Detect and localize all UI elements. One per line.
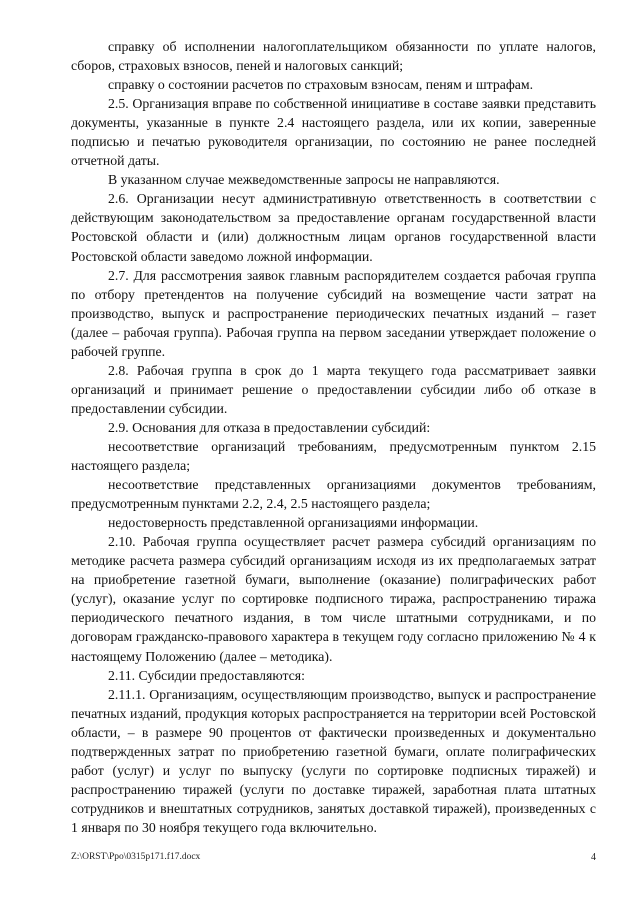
paragraph: В указанном случае межведомственные запросы не направляются. (108, 172, 500, 188)
paragraph: несоответствие представленных организациями документов требованиям, предусмотренным пунктами 2.2, 2.4, 2.5 настоящего раздела; (71, 477, 596, 512)
paragraph: 2.7. Для рассмотрения заявок главным распорядителем создается рабочая группа по отбору претендентов на получение субсидий на возмещение части затрат на производство, выпуск и распространение периодических печатных изданий – газет (далее – рабочая группа). Рабочая группа на первом заседании утверждает положение о рабочей группе. (71, 267, 596, 359)
paragraph: несоответствие организаций требованиям, предусмотренным пунктом 2.15 настоящего раздела; (71, 438, 596, 474)
footer-file-path: Z:\ORST\Ppo\0315p171.f17.docx (71, 852, 201, 862)
page-number: 4 (591, 852, 596, 863)
paragraph: справку об исполнении налогоплательщиком обязанности по уплате налогов, сборов, страховых взносов, пеней и налоговых санкций; (71, 39, 596, 74)
paragraph: 2.8. Рабочая группа в срок до 1 марта текущего года рассматривает заявки организаций и принимает решение о предоставлении субсидии либо об отказе в предоставлении субсидии. (71, 362, 596, 416)
document-body (71, 37, 596, 837)
paragraph: 2.10. Рабочая группа осуществляет расчет размера субсидий организациям по методике расчета размера субсидий организациям исходя из их предполагаемых затрат на приобретение газетной бумаги, выполнение (оказание) полиграфических работ (услуг), оказание услуг по сортировке подписного тиража, распространению тиража периодического печатного издания, в том числе штатными сотрудниками, и по договорам гражданско-правового характера в текущем году согласно приложению № 4 к настоящему Положению (далее – методика). (71, 534, 596, 664)
paragraph: справку о состоянии расчетов по страховым взносам, пеням и штрафам. (108, 77, 534, 93)
paragraph: 2.11.1. Организациям, осуществляющим производство, выпуск и распространение печатных изданий, продукция которых распространяется на территории всей Ростовской области, – в размере 90 процентов от фактически произведенных и документально подтвержденных затрат по приобретению газетной бумаги, оплате полиграфических работ (услуг) и услуг по выпуску (услуги по сортировке подписных тиражей) и распространению тиражей (услуги по доставке тиражей, заработная плата штатных сотрудников и внештатных сотрудников, занятых доставкой тиражей), произведенных с 1 января по 30 ноября текущего года включительно. (71, 686, 596, 835)
paragraph: 2.6. Организации несут административную ответственность в соответствии с действующим законодательством за предоставление органам государственной власти Ростовской области и (или) должностным лицам органов государственной власти Ростовской области заведомо ложной информации. (71, 191, 596, 264)
paragraph: 2.9. Основания для отказа в предоставлении субсидий: (108, 419, 431, 435)
paragraph: недостоверность представленной организациями информации. (108, 515, 479, 531)
paragraph: 2.5. Организация вправе по собственной инициативе в составе заявки представить документы, указанные в пункте 2.4 настоящего раздела, или их копии, заверенные подписью и печатью руководителя организации, по состоянию не ранее последней отчетной даты. (71, 96, 596, 169)
paragraph: 2.11. Субсидии предоставляются: (108, 667, 305, 683)
